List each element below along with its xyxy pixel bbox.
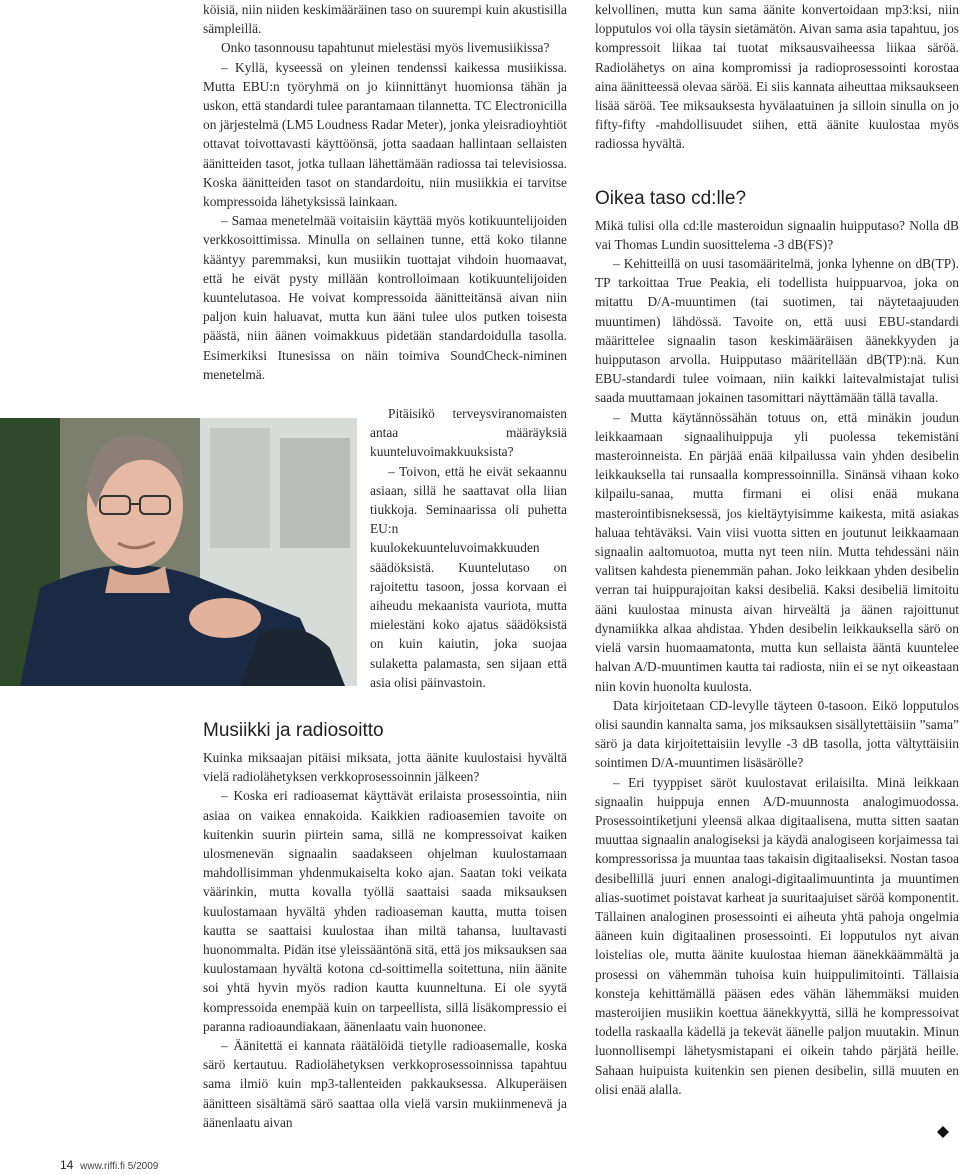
section-heading-music-radio: Musiikki ja radiosoitto bbox=[203, 720, 384, 741]
paragraph: kelvollinen, mutta kun sama äänite konvertoidaan mp3:ksi, niin lopputulos voi olla täysin sietämätön. Aivan sama asia tapahtuu, jos kompressoit liikaa tai tuotat miksausvaiheessa liikaa säröä. Radiolähetys on aina kompromissi ja radioprosessointi korostaa aina äänitteessä olevaa säröä. Ei siis kannata aiheuttaa miksaukseen lisää säröä. Tee miksauksesta hyvälaatuinen ja silloin sinulla on jo fifty-fifty -mahdollisuudet siihen, että äänite kuulostaa myös radiossa hyvältä. bbox=[595, 2, 959, 152]
paragraph: – Kehitteillä on uusi tasomääritelmä, jonka lyhenne on dB(TP). TP tarkoittaa True Peakia, eli todellista huippuarvoa, joka on mitattu D/A-muuntimen (tai suotimen, tai näytetaajuuden muuntimen) lähdössä. Tavoite on, että uusi EBU-standardi määrittelee signaalin tason keskimääräisen äänekkyyden ja huipputason arvolla. Huipputaso määritellään dB(TP):nä. Kun EBU-standardi tulee voimaan, niin kaikki laitevalmistajat tulisi saada muuttamaan jokainen tasomittari näyttämään tällä tavalla. bbox=[595, 256, 959, 406]
paragraph: – Koska eri radioasemat käyttävät erilaista prosessointia, niin asiaa on vaikea ennakoida. Kaikkien radioasemien tavoite on kuitenkin suurin piirtein sama, sillä ne kompressoivat kaiken ulosmenevän signaalin saadakseen ohjelman kuulostamaan mahdollisimman yhdenmukaiselta koko ajan. Saatan toki veikata väärinkin, mutta kovalla työllä saattaisi saada miksauksen kuulostamaan hyvältä yhden radioaseman kautta, mutta toisen kautta se saattaisi kuulostaa ihan miltä tahansa, luultavasti huonommalta. Pidän itse yleissääntönä sitä, että jos miksauksen saa kuulostamaan hyvältä kotona cd-soittimella soitettuna, niin äänite soi yhtä hyvin myös radion kautta kuunneltuna. Ei ole syytä kompressoida enempää kuin on tarpeellista, sillä lisäkompressio ei paranna radioaundiakaan, äänenlaatu vain huononee. bbox=[203, 788, 567, 1034]
paragraph: Pitäisikö terveysviranomaisten antaa määräyksiä kuunteluvoimakkuuksista? bbox=[370, 406, 567, 460]
section-heading-cd-level: Oikea taso cd:lle? bbox=[595, 187, 747, 209]
paragraph: – Kyllä, kyseessä on yleinen tendenssi kaikessa musiikissa. Mutta EBU:n työryhmä on jo kiinnittänyt huomionsa tähän ja uskon, että standardi tulee parantamaan tilannetta. TC Electronicilla on järjestelmä (LM5 Loudness Radar Meter), jonka yleisradioyhtiöt ottavat toivottavasti käyttöönsä, jotta saadaan hallintaan sellaisten äänitteiden tasot, jotka tullaan lähettämään radiossa tai televisiossa. Koska äänitteiden tasot on standardoitu, niin musiikkia ei tarvitse kompressoida lähetyksissä lainkaan. bbox=[203, 59, 567, 210]
paragraph: köisiä, niin niiden keskimääräinen taso on suurempi kuin akustisilla sämpleillä. bbox=[203, 2, 567, 37]
left-column-bottom bbox=[203, 748, 567, 1132]
left-column-middle bbox=[370, 404, 567, 692]
right-column-top bbox=[595, 0, 959, 154]
portrait-photo-icon bbox=[0, 418, 357, 686]
right-column bbox=[595, 0, 959, 1099]
paragraph: – Mutta käytännössähän totuus on, että minäkin joudun leikkaamaan signaalihuippuja yli puolessa tekemistäni masteroinneista. En pärjää enää kilpailussa vain yhden desibelin leikkauksella tai runsaalla kompressoinnilla. Sinänsä vihaan koko kilpailu-sanaa, mutta firmani ei olisi enää mukana masterointibisneksessä, jos kieltäytyisimme kaikesta, mitä asiakas haluaa tehtäväksi. Vain viisi vuotta sitten en joutunut leikkaamaan signaalin aaltomuotoa, mutta nyt teen niin. Mutta tehdessäni näin valitsen kahdesta pienemmän pahan. Joko leikkaan yhden desibelin verran tai huippurajoitan kaksi desibeliä. Kaksi desibeliä limitoitu ääni kuulostaa minusta aivan hirveältä ja äänen rajoittunut dynamiikka alkaa ahdistaa. Yhden desibelin leikkauksella särö on vielä varsin huomaamatonta, mutta kun sellaista ääntä kuuntelee halvan A/D-muuntimen kautta tai radiosta, niin ei se nyt oikeastaan niin kovin huonolta kuulosta. bbox=[595, 409, 959, 694]
left-column-top bbox=[203, 0, 567, 384]
paragraph: Data kirjoitetaan CD-levylle täyteen 0-tasoon. Eikö lopputulos olisi saundin kannalta sama, jos miksauksen sisällytettäisiin ”sama” särö ja data kirjoitettaisiin levylle -3 dB tasolla, jotta vältyttäisiin sointimen D/A-muuntimen lisäsärölle? bbox=[595, 697, 959, 771]
page-footer bbox=[60, 1158, 158, 1172]
end-of-article-diamond-icon bbox=[936, 1125, 950, 1139]
page-number: 14 bbox=[60, 1158, 74, 1172]
paragraph: – Toivon, että he eivät sekaannu asiaan, sillä he saattavat olla liian tiukkoja. Seminaarissa oli puhetta EU:n kuulokekuunteluvoimakkuuden säädöksistä. Kuuntelutaso on rajoitettu tasoon, jossa korvaan ei aiheudu mekaanista vauriota, mutta mielestäni koko ajatus säädöksistä on kuin kaiutin, joka suojaa sulaketta palamasta, sen sijaan että asia olisi päinvastoin. bbox=[370, 463, 567, 690]
portrait-photo bbox=[0, 418, 357, 686]
paragraph: – Äänitettä ei kannata räätälöidä tietylle radioasemalle, koska särö kertautuu. Radiolähetyksen verkkoprosessoinnissa tapahtuu sama ilmiö kuin mp3-tallenteiden pakkauksessa. Alkuperäisen äänitteen sisältämä särö saattaa olla vielä varsin mukiinmenevä ja äänenlaatu aivan bbox=[203, 1038, 567, 1130]
publication-info: www.riffi.fi 5/2009 bbox=[80, 1161, 159, 1172]
paragraph: Mikä tulisi olla cd:lle masteroidun signaalin huipputaso? Nolla dB vai Thomas Lundin suosittelema -3 dB(FS)? bbox=[595, 217, 959, 252]
paragraph: – Samaa menetelmää voitaisiin käyttää myös kotikuuntelijoiden verkkosoittimissa. Minulla on sellainen tunne, että koko tilanne kääntyy paremmaksi, kun musiikin tuottajat vihdoin huomaavat, että he eivät pysty millään kontrolloimaan kotikuuntelijoiden kuuntelutasoa. He voivat kompressoida äänitteitänsä aivan niin paljon kuin haluavat, mutta kun ääni tulee ulos putken toisesta päästä, niin äänen voimakkuus pidetään standardoidulla tasolla. Esimerkiksi Itunesissa on näin toimiva SoundCheck-niminen menetelmä. bbox=[203, 213, 567, 382]
paragraph: Onko tasonnousu tapahtunut mielestäsi myös livemusiikissa? bbox=[221, 40, 550, 56]
section-gap bbox=[595, 154, 959, 188]
paragraph: – Eri tyyppiset säröt kuulostavat erilaisilta. Minä leikkaan signaalin huippuja ennen A/D-muunnosta analogimuodossa. Prosessointiketjuni yleensä alkaa digitaalisena, mutta sitten saatan muuttaa signaalin analogiseksi ja käydä analogiseen korjaimessa tai kompressorissa ja muuntaa taas takaisin digitaaliseksi. Nostan tasoa desibellillä juuri ennen analogi-digitaalimuuntinta ja muuntimen alias-suotimet poistavat karheat ja suuritaajuiset säröä komponentit. Tällainen analoginen prosessointi ei aiheuta yhtä pahoja ongelmia ääneen kuin digitaalinen prosessointi. Ei lopputulos nyt aivan loistelias ole, mutta äänite kuulostaa hieman äänekkäämmältä ja prosessi on vähemmän tuhoisa kuin huippulimitointi. Tällaisia konsteja kehittämällä pääsen edes vähän lähemmäksi muiden masteroijien musiikin koettua äänekkyyttä, sillä he kompressoivat todella raskaalla kädellä ja tekevät äänelle paljon muutakin. Minun luonnollisempi lähetysmistapani ei oikein tahdo pärjätä heille. Sahaan huipuista kuitenkin sen pienen desibelin, sillä muuten en olisi enää alalla. bbox=[595, 774, 959, 1097]
paragraph: Kuinka miksaajan pitäisi miksata, jotta äänite kuulostaisi hyvältä vielä radiolähetyksen verkkoprosessoinnin jälkeen? bbox=[203, 750, 567, 785]
right-column-bottom bbox=[595, 216, 959, 1099]
